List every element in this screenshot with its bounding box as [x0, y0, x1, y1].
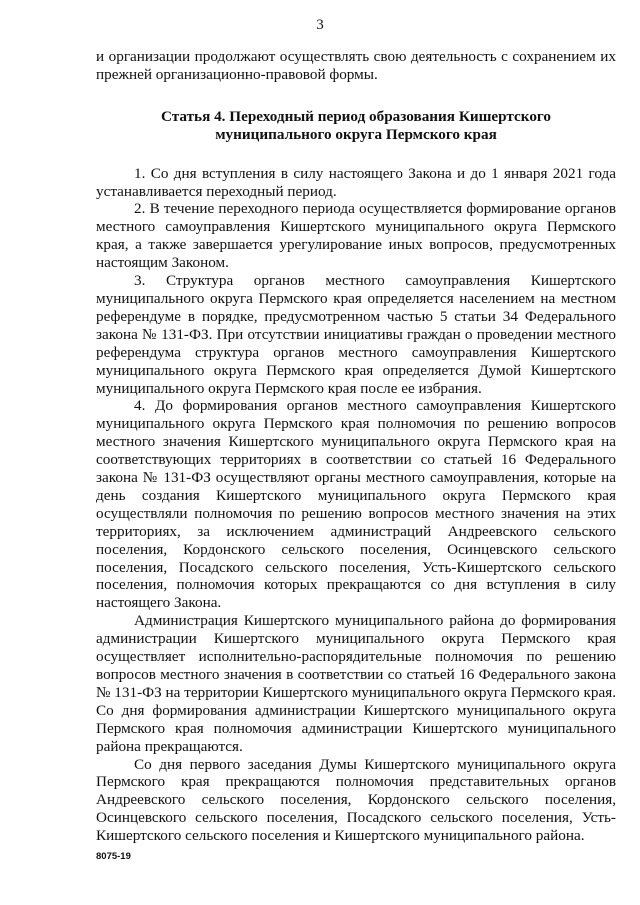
paragraph-4: 4. До формирования органов местного самоуправления Кишертского муниципального округа Пермского края полномочия по решению вопросов местного значения Кишертского муниципального округа Пермского края на соответствующих территориях в соответствии со статьей 16 Федерального закона № 131-ФЗ осуществляют органы местного самоуправления, которые на день создания Кишертского муниципального округа Пермского края осуществляли полномочия по решению вопросов местного значения на этих территориях, за исключением администраций Андреевского сельского поселения, Кордонского сельского поселения, Осинцевского сельского поселения, Посадского сельского поселения, Усть-Кишертского сельского поселения, полномочия которых прекращаются со дня вступления в силу настоящего Закона. [96, 397, 616, 612]
article-title [96, 108, 616, 144]
article-title-line-2: муниципального округа Пермского края [215, 125, 497, 143]
intro-paragraph: и организации продолжают осуществлять свою деятельность с сохранением их прежней организационно-правовой формы. [96, 48, 616, 83]
document-body [96, 48, 616, 845]
paragraph-2: 2. В течение переходного периода осуществляется формирование органов местного самоуправления Кишертского муниципального округа Пермского края, а также завершается урегулирование иных вопросов, предусмотренных настоящим Законом. [96, 200, 616, 272]
article-title-line-1: Статья 4. Переходный период образования Кишертского [160, 107, 552, 125]
paragraph-3: 3. Структура органов местного самоуправления Кишертского муниципального округа Пермского края определяется населением на местном референдуме в порядке, предусмотренном частью 5 статьи 34 Федерального закона № 131-ФЗ. При отсутствии инициативы граждан о проведении местного референдума структура органов местного самоуправления Кишертского муниципального округа Пермского края определяется Думой Кишертского муниципального округа Пермского края после ее избрания. [96, 272, 616, 397]
page-number: 3 [316, 17, 324, 33]
document-code: 8075-19 [96, 851, 131, 862]
paragraph-administration: Администрация Кишертского муниципального района до формирования администрации Кишертского муниципального округа Пермского края осуществляет исполнительно-распорядительные полномочия по решению вопросов местного значения в соответствии со статьей 16 Федерального закона № 131-ФЗ на территории Кишертского муниципального округа Пермского края. Со дня формирования администрации Кишертского муниципального округа Пермского края полномочия администрации Кишертского муниципального района прекращаются. [96, 612, 616, 755]
paragraph-duma: Со дня первого заседания Думы Кишертского муниципального округа Пермского края прекращаются полномочия представительных органов Андреевского сельского поселения, Кордонского сельского поселения, Осинцевского сельского поселения, Посадского сельского поселения, Усть-Кишертского сельского поселения и Кишертского муниципального района. [96, 755, 616, 845]
paragraph-1: 1. Со дня вступления в силу настоящего Закона и до 1 января 2021 года устанавливается переходный период. [96, 164, 616, 200]
